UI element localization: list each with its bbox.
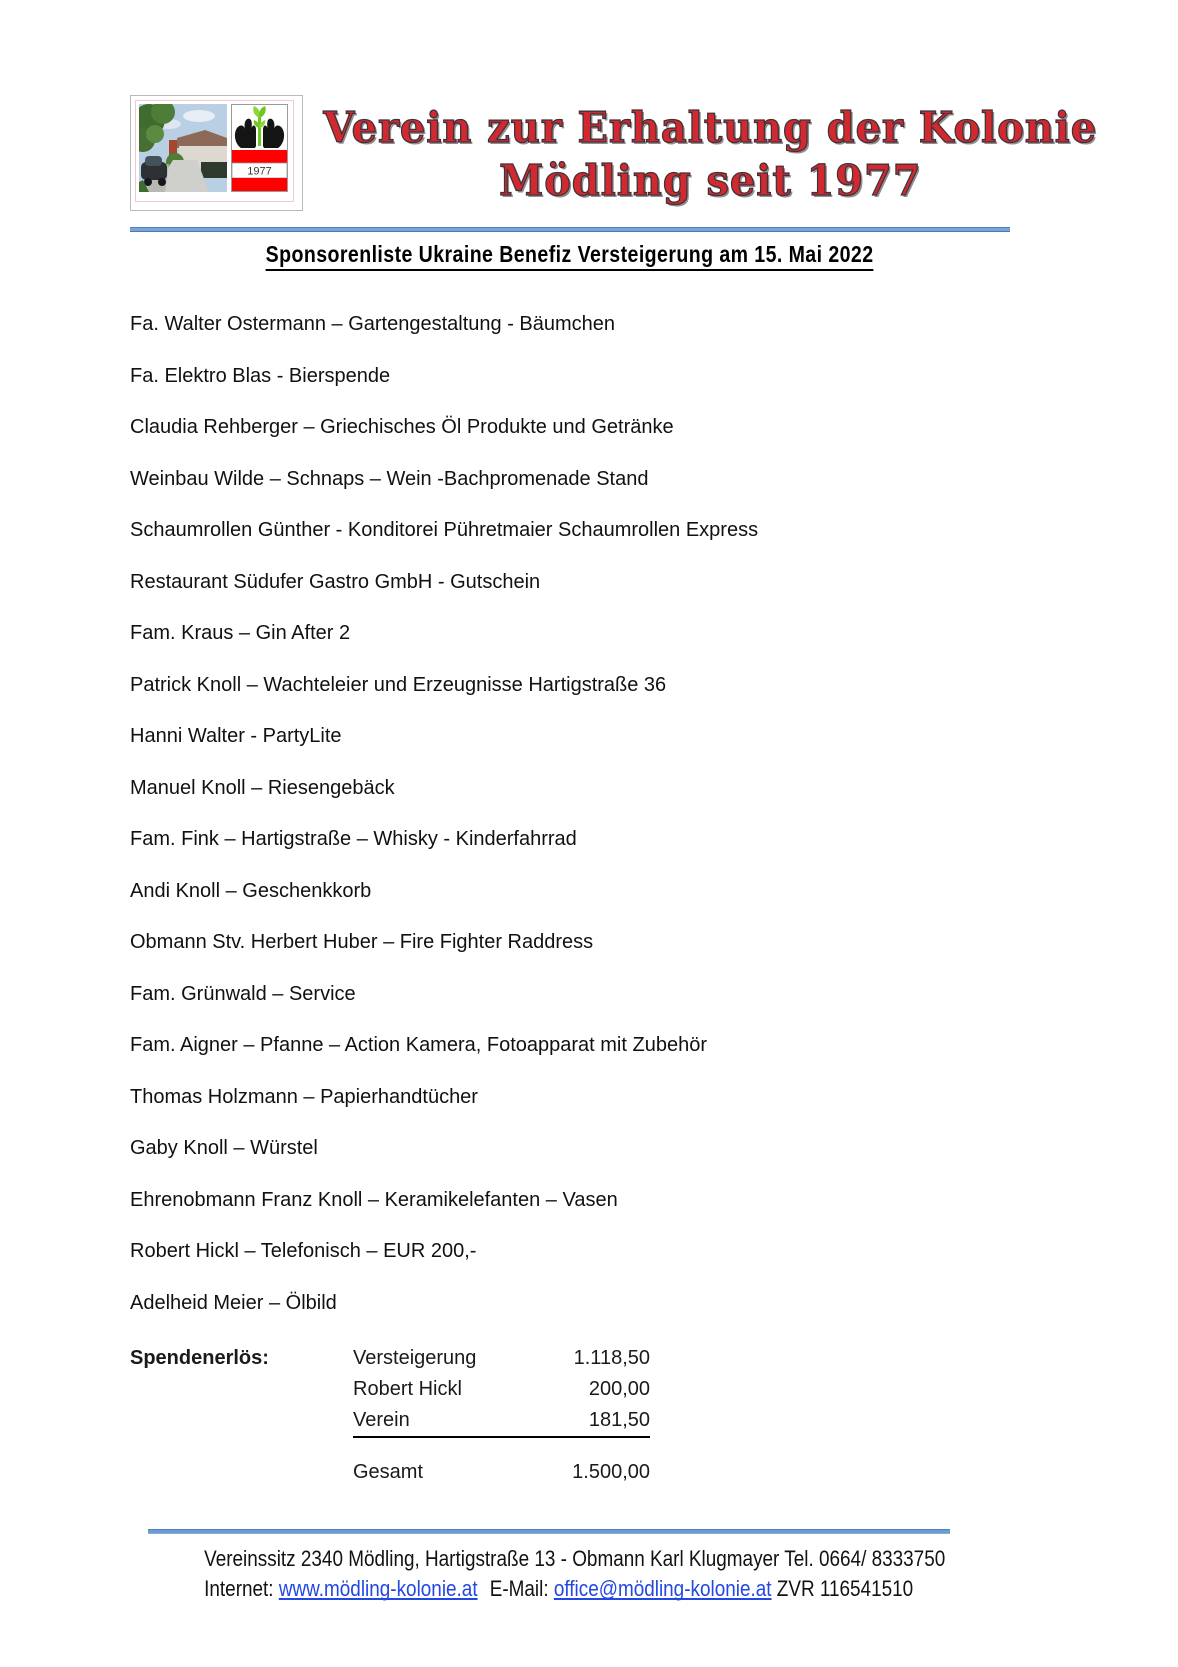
- sponsor-item: Fam. Fink – Hartigstraße – Whisky - Kinderfahrrad: [130, 828, 577, 850]
- footer-divider-line: [148, 1529, 950, 1534]
- sponsor-item: Fa. Walter Ostermann – Gartengestaltung - Bäumchen: [130, 313, 616, 335]
- sponsor-item: Obmann Stv. Herbert Huber – Fire Fighter Raddress: [130, 931, 594, 953]
- club-logo: [130, 95, 303, 211]
- sponsor-item: Fa. Elektro Blas - Bierspende: [130, 364, 391, 387]
- summary-name: Versteigerung: [353, 1347, 477, 1369]
- sponsor-item: Fam. Aigner – Pfanne – Action Kamera, Fotoapparat mit Zubehör: [130, 1034, 707, 1056]
- street-photo: [139, 104, 227, 192]
- sponsor-item: Robert Hickl – Telefonisch – EUR 200,-: [130, 1240, 477, 1262]
- sponsor-list: [130, 313, 1010, 1314]
- sponsor-item: Claudia Rehberger – Griechisches Öl Produkte und Getränke: [130, 416, 674, 438]
- summary-row: [353, 1343, 650, 1374]
- logo-year: 1977: [247, 165, 272, 178]
- summary-total-row: [353, 1457, 650, 1488]
- footer-contact-line: [204, 1574, 914, 1604]
- sponsor-item: Gaby Knoll – Würstel: [130, 1137, 318, 1159]
- hands-holding-sprout-icon: [231, 104, 288, 192]
- summary-name: Robert Hickl: [353, 1378, 462, 1400]
- footer-address: Vereinssitz 2340 Mödling, Hartigstraße 13 - Obmann Karl Klugmayer Tel. 0664/ 8333750: [204, 1546, 946, 1571]
- page-footer: [148, 1529, 950, 1604]
- summary-row-subtotal: [353, 1405, 650, 1438]
- page-title-line2: Mödling seit 1977: [499, 156, 922, 205]
- page-content: [130, 0, 1098, 1488]
- email-label: E-Mail:: [489, 1576, 549, 1601]
- summary-table: [353, 1343, 650, 1488]
- sponsor-item: Andi Knoll – Geschenkkorb: [130, 879, 372, 902]
- summary-amount: 1.118,50: [573, 1347, 650, 1369]
- summary-row: [353, 1374, 650, 1405]
- email-link[interactable]: office@mödling-kolonie.at: [553, 1576, 772, 1601]
- sponsor-item: Fam. Kraus – Gin After 2: [130, 622, 351, 644]
- document-heading: Sponsorenliste Ukraine Benefiz Versteigerung am 15. Mai 2022: [266, 241, 874, 271]
- zvr-number: ZVR 116541510: [776, 1576, 914, 1601]
- summary-label: Spendenerlös:: [130, 1347, 269, 1369]
- website-link[interactable]: www.mödling-kolonie.at: [278, 1576, 478, 1601]
- sponsor-item: Thomas Holzmann – Papierhandtücher: [130, 1085, 478, 1108]
- summary-amount: 181,50: [588, 1409, 650, 1431]
- internet-label: Internet:: [204, 1576, 274, 1601]
- sponsor-item: Ehrenobmann Franz Knoll – Keramikelefanten – Vasen: [130, 1188, 618, 1211]
- sponsor-item: Patrick Knoll – Wachteleier und Erzeugnisse Hartigstraße 36: [130, 673, 667, 696]
- summary-total-name: Gesamt: [353, 1461, 424, 1483]
- club-logo-inner: [135, 100, 294, 202]
- sponsor-item: Weinbau Wilde – Schnaps – Wein -Bachpromenade Stand: [130, 467, 649, 490]
- header-divider-line: [130, 227, 1010, 232]
- sponsor-item: Adelheid Meier – Ölbild: [130, 1291, 337, 1314]
- sponsor-item: Schaumrollen Günther - Konditorei Pühretmaier Schaumrollen Express: [130, 519, 759, 541]
- summary-total-amount: 1.500,00: [572, 1461, 650, 1483]
- sponsor-item: Hanni Walter - PartyLite: [130, 725, 342, 747]
- sponsor-item: Fam. Grünwald – Service: [130, 982, 356, 1005]
- sponsor-item: Restaurant Südufer Gastro GmbH - Gutschein: [130, 570, 541, 593]
- summary-amount: 200,00: [588, 1378, 650, 1400]
- page-title: [303, 95, 1117, 207]
- page-header: [130, 95, 1098, 211]
- donation-summary: [130, 1343, 1010, 1488]
- heading-wrap: [130, 241, 1010, 271]
- summary-name: Verein: [353, 1409, 410, 1431]
- page-title-line1: Verein zur Erhaltung der Kolonie: [323, 103, 1098, 152]
- sponsor-item: Manuel Knoll – Riesengebäck: [130, 776, 395, 799]
